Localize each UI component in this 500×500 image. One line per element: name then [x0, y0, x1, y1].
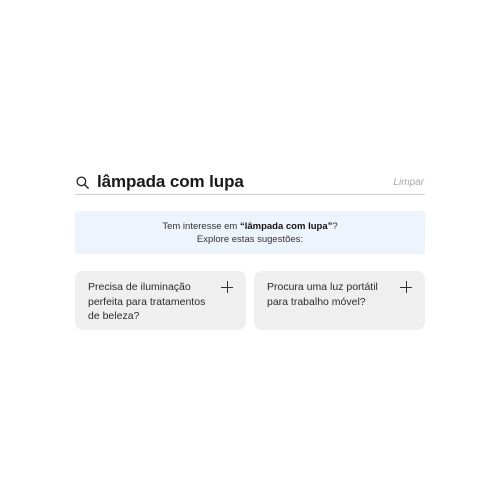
- suggestion-cards: [75, 271, 425, 330]
- search-icon[interactable]: [76, 175, 90, 189]
- suggestion-card-text: Precisa de iluminação perfeita para tratamentos de beleza?: [88, 281, 206, 322]
- banner-prefix: Tem interesse em: [162, 221, 240, 232]
- banner-search-term: “lâmpada com lupa”: [239, 221, 333, 232]
- suggestion-banner: [75, 211, 425, 254]
- banner-line-2: Explore estas sugestões:: [196, 234, 304, 245]
- banner-suffix: ?: [332, 221, 338, 232]
- search-input[interactable]: [97, 172, 393, 192]
- suggestion-card[interactable]: [254, 271, 425, 330]
- banner-line-1: [75, 220, 425, 233]
- suggestion-card[interactable]: [75, 271, 246, 330]
- plus-icon[interactable]: [400, 281, 412, 293]
- plus-icon[interactable]: [221, 281, 233, 293]
- suggestion-card-text: Procura uma luz portátil para trabalho móvel?: [267, 281, 378, 308]
- clear-search-button[interactable]: Limpar: [393, 176, 424, 188]
- search-bar: [75, 170, 425, 195]
